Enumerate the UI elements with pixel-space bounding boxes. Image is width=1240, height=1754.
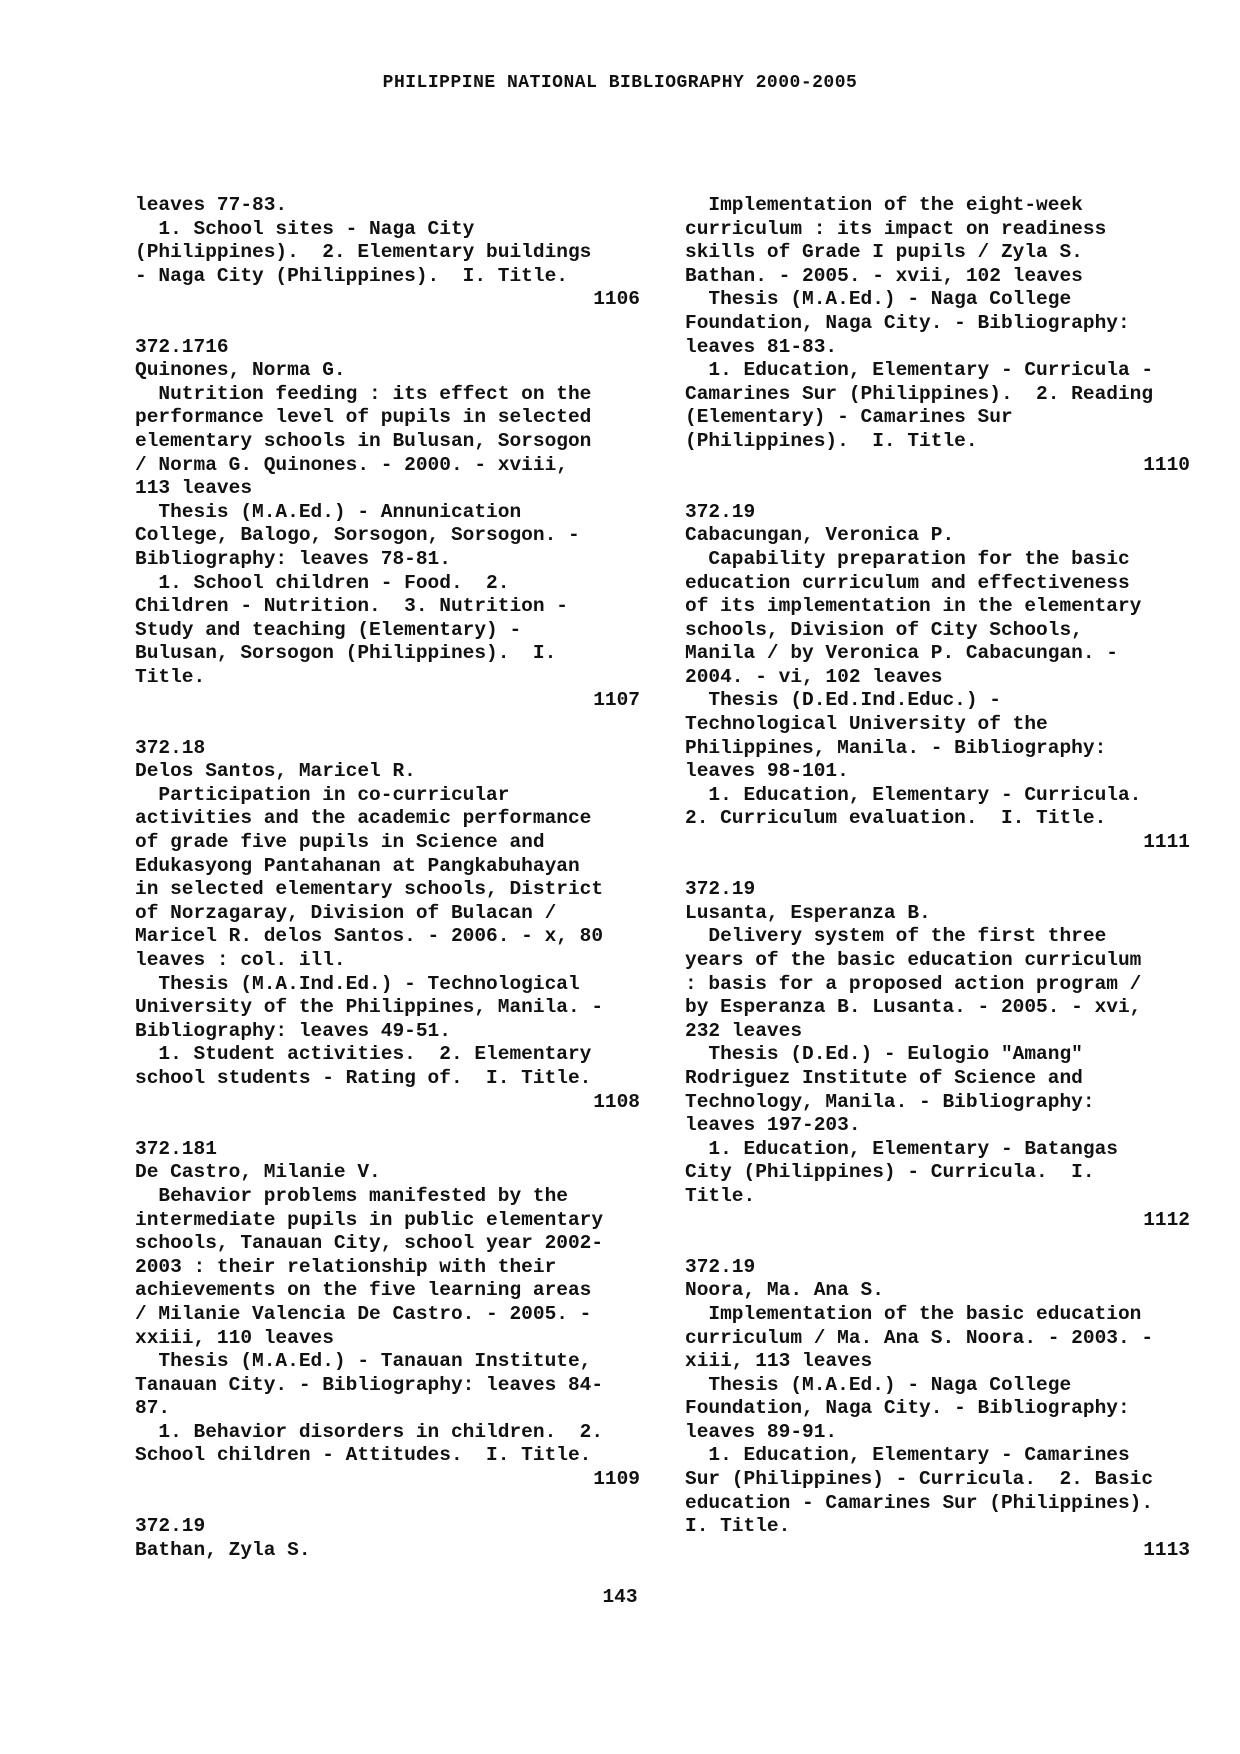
text-line: 1. Student activities. 2. Elementary [135, 1043, 592, 1066]
text-line: Children - Nutrition. 3. Nutrition - [135, 595, 568, 618]
text-line: of grade five pupils in Science and [135, 831, 545, 854]
text-line: 1. Education, Elementary - Camarines [685, 1444, 1130, 1467]
text-line: De Castro, Milanie V. [135, 1161, 381, 1184]
text-line: 1. School sites - Naga City [135, 217, 475, 240]
text-line: Title. [685, 1184, 756, 1207]
text-line: School children - Attitudes. I. Title. [135, 1444, 592, 1467]
text-line [135, 1114, 640, 1138]
text-line: 1. Behavior disorders in children. 2. [135, 1420, 604, 1443]
text-line: elementary schools in Bulusan, Sorsogon [135, 429, 592, 452]
text-line: Title. [135, 665, 206, 688]
entry-number: 1112 [1143, 1208, 1190, 1231]
text-line: Study and teaching (Elementary) - [135, 618, 522, 641]
text-line: Participation in co-curricular [135, 783, 510, 806]
text-line: 372.19 [685, 878, 756, 901]
text-line: College, Balogo, Sorsogon, Sorsogon. - [135, 524, 580, 547]
text-line: (Philippines). 2. Elementary buildings [135, 241, 592, 264]
text-line: 232 leaves [685, 1019, 803, 1042]
text-line: Lusanta, Esperanza B. [685, 901, 931, 924]
text-line: / Milanie Valencia De Castro. - 2005. - [135, 1302, 592, 1325]
text-line: Delivery system of the first three [685, 925, 1107, 948]
entry-number: 1113 [1143, 1538, 1190, 1561]
text-line: Foundation, Naga City. - Bibliography: [685, 311, 1130, 334]
left-column [135, 194, 640, 1562]
text-line: Edukasyong Pantahanan at Pangkabuhayan [135, 854, 580, 877]
text-line: 1. Education, Elementary - Curricula. [685, 783, 1142, 806]
text-line: Thesis (M.A.Ed.) - Naga College [685, 288, 1072, 311]
text-line: by Esperanza B. Lusanta. - 2005. - xvi, [685, 996, 1142, 1019]
text-line: 1. Education, Elementary - Batangas [685, 1137, 1118, 1160]
text-line: 372.19 [135, 1515, 206, 1538]
text-line: Quinones, Norma G. [135, 359, 346, 382]
text-line: education - Camarines Sur (Philippines). [685, 1491, 1154, 1514]
text-line: University of the Philippines, Manila. - [135, 996, 604, 1019]
text-line: leaves 81-83. [685, 335, 838, 358]
text-line: Behavior problems manifested by the [135, 1184, 568, 1207]
text-line [685, 855, 1190, 879]
text-line: Implementation of the eight-week [685, 194, 1083, 216]
text-line: leaves 197-203. [685, 1114, 861, 1137]
text-line: I. Title. [685, 1515, 791, 1538]
text-line: / Norma G. Quinones. - 2000. - xviii, [135, 453, 568, 476]
text-line: 2. Curriculum evaluation. I. Title. [685, 807, 1107, 830]
text-line: Thesis (M.A.Ed.) - Tanauan Institute, [135, 1350, 592, 1373]
text-line: leaves : col. ill. [135, 949, 346, 971]
entry-number: 1108 [593, 1090, 640, 1113]
text-line [135, 713, 640, 737]
text-line: Thesis (M.A.Ed.) - Naga College [685, 1373, 1072, 1396]
text-line: 1. Education, Elementary - Curricula - [685, 359, 1154, 382]
text-line: : basis for a proposed action program / [685, 972, 1142, 995]
entry-number: 1110 [1143, 453, 1190, 476]
text-line: Delos Santos, Maricel R. [135, 760, 416, 783]
text-line: Tanauan City. - Bibliography: leaves 84- [135, 1373, 604, 1396]
text-line: 372.181 [135, 1137, 217, 1160]
text-line: of its implementation in the elementary [685, 595, 1142, 618]
text-line: Noora, Ma. Ana S. [685, 1279, 884, 1302]
text-line: leaves 77-83. [135, 194, 288, 216]
text-line: Bathan. - 2005. - xvii, 102 leaves [685, 264, 1083, 287]
text-line: years of the basic education curriculum [685, 949, 1142, 971]
text-line: Nutrition feeding : its effect on the [135, 382, 592, 405]
text-line: Rodriguez Institute of Science and [685, 1066, 1083, 1089]
text-line: 113 leaves [135, 477, 253, 500]
text-line: skills of Grade I pupils / Zyla S. [685, 241, 1083, 264]
text-line: education curriculum and effectiveness [685, 571, 1130, 594]
text-line: 2003 : their relationship with their [135, 1255, 557, 1278]
text-line: Thesis (D.Ed.) - Eulogio "Amang" [685, 1043, 1083, 1066]
text-line: curriculum / Ma. Ana S. Noora. - 2003. - [685, 1326, 1154, 1349]
entry-number: 1106 [593, 288, 640, 311]
text-line: intermediate pupils in public elementary [135, 1208, 604, 1231]
text-line: Thesis (M.A.Ed.) - Annunication [135, 500, 522, 523]
text-line: Technological University of the [685, 713, 1048, 736]
text-line: 1. School children - Food. 2. [135, 571, 510, 594]
text-line: xiii, 113 leaves [685, 1350, 873, 1373]
entry-number: 1111 [1143, 831, 1190, 854]
text-line: achievements on the five learning areas [135, 1279, 592, 1302]
text-line: of Norzagaray, Division of Bulacan / [135, 901, 557, 924]
text-line: 372.19 [685, 1255, 756, 1278]
text-line: Foundation, Naga City. - Bibliography: [685, 1397, 1130, 1420]
text-line: Philippines, Manila. - Bibliography: [685, 736, 1107, 759]
text-line: Bulusan, Sorsogon (Philippines). I. [135, 642, 557, 665]
text-line: leaves 98-101. [685, 760, 849, 783]
text-line: leaves 89-91. [685, 1420, 838, 1443]
page-number: 143 [602, 1586, 638, 1608]
text-line: Thesis (M.A.Ind.Ed.) - Technological [135, 972, 580, 995]
entry-number: 1107 [593, 689, 640, 712]
text-line: 372.18 [135, 736, 206, 759]
text-line: Manila / by Veronica P. Cabacungan. - [685, 642, 1118, 665]
text-line: Implementation of the basic education [685, 1302, 1142, 1325]
text-line: Capability preparation for the basic [685, 547, 1130, 570]
text-line: - Naga City (Philippines). I. Title. [135, 264, 568, 287]
text-line [135, 1492, 640, 1516]
text-line: schools, Tanauan City, school year 2002- [135, 1232, 604, 1255]
text-line: in selected elementary schools, District [135, 878, 604, 901]
text-line: (Elementary) - Camarines Sur [685, 406, 1013, 429]
text-line: Cabacungan, Veronica P. [685, 524, 955, 547]
text-line: Technology, Manila. - Bibliography: [685, 1090, 1095, 1113]
text-line: (Philippines). I. Title. [685, 429, 978, 452]
text-line: schools, Division of City Schools, [685, 618, 1083, 641]
text-line [685, 1232, 1190, 1256]
text-line: Sur (Philippines) - Curricula. 2. Basic [685, 1468, 1154, 1491]
text-line: Camarines Sur (Philippines). 2. Reading [685, 382, 1154, 405]
text-line: 2004. - vi, 102 leaves [685, 665, 943, 688]
text-line: Maricel R. delos Santos. - 2006. - x, 80 [135, 925, 604, 948]
text-line: City (Philippines) - Curricula. I. [685, 1161, 1095, 1184]
text-line: 372.19 [685, 500, 756, 523]
text-line: 372.1716 [135, 335, 229, 358]
text-line: performance level of pupils in selected [135, 406, 592, 429]
entry-number: 1109 [593, 1468, 640, 1491]
text-line [685, 477, 1190, 501]
text-line: Bathan, Zyla S. [135, 1538, 311, 1561]
right-column [685, 194, 1190, 1562]
text-line: Bibliography: leaves 78-81. [135, 547, 451, 570]
text-line: curriculum : its impact on readiness [685, 217, 1107, 240]
text-line: xxiii, 110 leaves [135, 1326, 334, 1349]
text-line [135, 312, 640, 336]
text-line: 87. [135, 1397, 171, 1420]
text-line: activities and the academic performance [135, 807, 592, 830]
text-line: Bibliography: leaves 49-51. [135, 1019, 451, 1042]
text-line: school students - Rating of. I. Title. [135, 1066, 592, 1089]
page-header: PHILIPPINE NATIONAL BIBLIOGRAPHY 2000-2005 [382, 73, 858, 93]
text-line: Thesis (D.Ed.Ind.Educ.) - [685, 689, 1001, 712]
